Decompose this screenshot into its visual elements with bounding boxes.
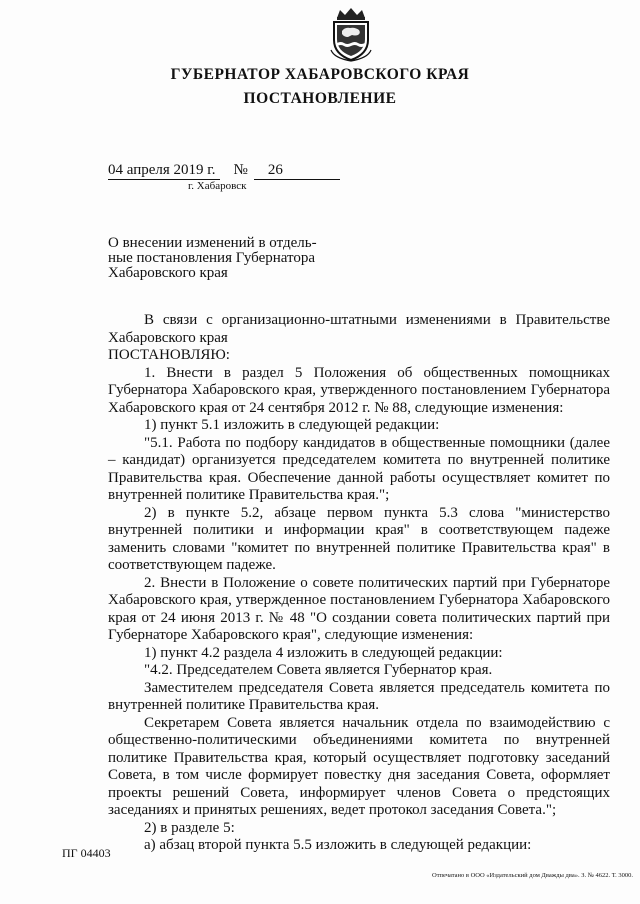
paragraph: 1. Внести в раздел 5 Положения об общественных помощниках Губернатора Хабаровского края, утвержденного постановлением Губернатора Хабаровского края от 24 сентября 2012 г. № 88, следующие изменения:: [108, 364, 610, 416]
subject-line: О внесении изменений в отдель-: [108, 235, 317, 251]
subject-block: [108, 236, 348, 281]
date-number-line: [108, 162, 340, 180]
paragraph: "5.1. Работа по подбору кандидатов в общественные помощники (далее – кандидат) организуется председателем комитета по внутренней политике Правительства края. Обеспечение данной работы осуществляет комитет по внутренней политике Правительства края.";: [108, 434, 610, 503]
subject-line: Хабаровского края: [108, 265, 228, 281]
paragraph: "4.2. Председателем Совета является Губернатор края.: [144, 662, 493, 678]
paragraph: Заместителем председателя Совета является председатель комитета по внутренней политике Правительства края.: [108, 679, 610, 713]
document-number: 26: [254, 162, 340, 180]
document-body: [108, 312, 610, 855]
preamble-paragraph: В связи с организационно-штатными изменениями в Правительстве Хабаровского края: [108, 312, 610, 346]
city: г. Хабаровск: [188, 180, 247, 192]
paragraph: 2) в разделе 5:: [144, 819, 235, 836]
issuer-title: ГУБЕРНАТОР ХАБАРОВСКОГО КРАЯ: [170, 66, 470, 83]
paragraph: 1) пункт 4.2 раздела 4 изложить в следующей редакции:: [144, 644, 503, 661]
paragraph: а) абзац второй пункта 5.5 изложить в следующей редакции:: [144, 837, 532, 853]
paragraph: 2) в пункте 5.2, абзаце первом пункта 5.3 слова "министерство внутренней политики и информации края" в соответствующем падеже заменить словами "комитет по внутренней политике Правительства края" в соответствующем падеже.: [108, 504, 610, 573]
subject-line: ные постановления Губернатора: [108, 250, 316, 266]
document-date: 04 апреля 2019 г.: [108, 162, 220, 180]
paragraph: 2. Внести в Положение о совете политических партий при Губернаторе Хабаровского края, утвержденное постановлением Губернатора Хабаровского края от 24 июня 2013 г. № 48 "О создании совета политических партий при Губернаторе Хабаровского края", следующие изменения:: [108, 574, 610, 643]
printer-imprint: Отпечатано в ООО «Издательский дом Дважды два». З. № 4622. Т. 3000.: [432, 872, 633, 879]
paragraph: Секретарем Совета является начальник отдела по взаимодействию с общественно-политическими объединениями комитета по внутренней политике Правительства края, который осуществляет подготовку заседаний Совета, в том числе формирует повестку дня заседания Совета, оформляет проекты решений Совета, информирует членов Совета о предстоящих заседаниях и принятых решениях, ведет протокол заседания Совета.";: [108, 714, 610, 818]
number-label: №: [233, 162, 248, 178]
form-code: ПГ 04403: [62, 846, 111, 860]
coat-of-arms-emblem: [328, 6, 374, 62]
document-type: ПОСТАНОВЛЕНИЕ: [243, 90, 397, 107]
paragraph: 1) пункт 5.1 изложить в следующей редакции:: [144, 417, 440, 433]
resolve-heading: ПОСТАНОВЛЯЮ:: [108, 347, 230, 363]
